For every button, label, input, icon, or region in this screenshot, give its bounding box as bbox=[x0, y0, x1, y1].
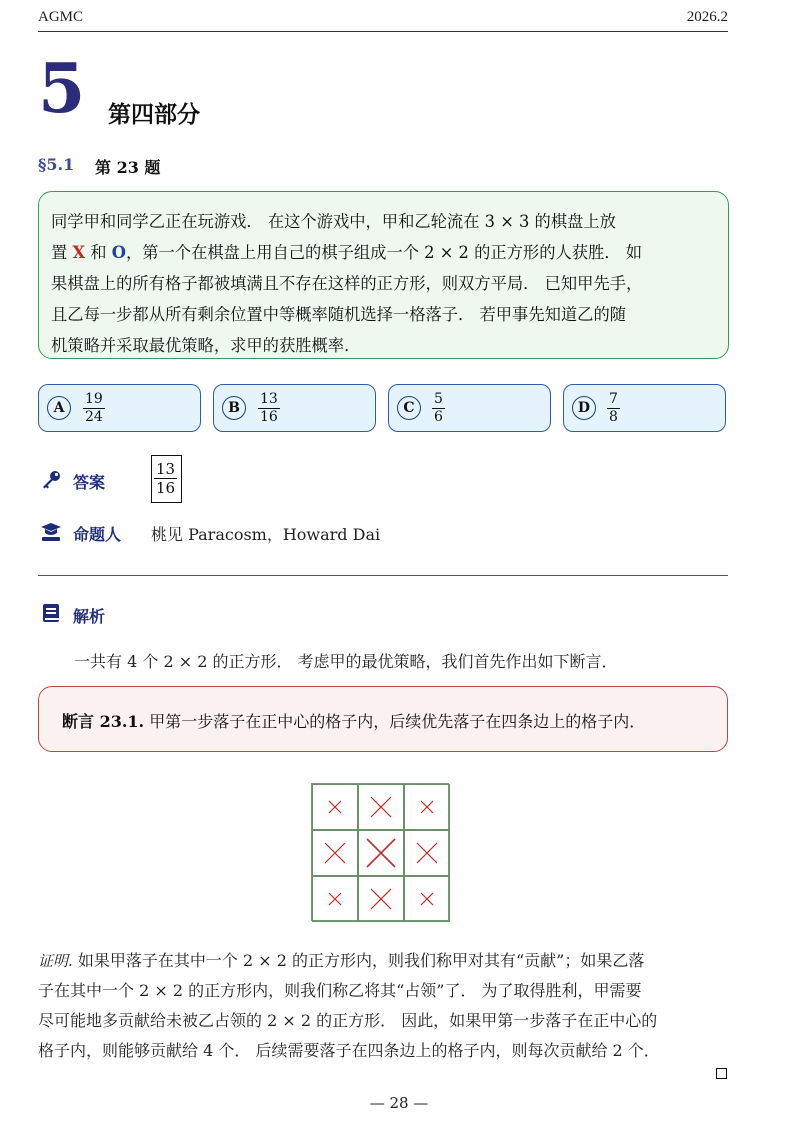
problem-text: 置 bbox=[51, 243, 73, 262]
fraction-denominator: 24 bbox=[85, 409, 103, 425]
author-label: 命题人 bbox=[73, 525, 122, 544]
chapter-number: 5 bbox=[38, 49, 86, 129]
board-cell bbox=[404, 876, 450, 922]
page-number: — 28 — bbox=[369, 1094, 429, 1112]
option-fraction bbox=[607, 391, 620, 426]
option-fraction bbox=[83, 391, 105, 426]
key-icon bbox=[40, 470, 62, 490]
problem-line bbox=[51, 237, 716, 268]
section-number: §5.1 bbox=[38, 155, 75, 174]
board-cell bbox=[404, 830, 450, 876]
solution-intro: 一共有 4 个 2 × 2 的正方形． 考虑甲的最优策略，我们首先作出如下断言． bbox=[74, 652, 618, 671]
fraction-denominator: 16 bbox=[260, 409, 278, 425]
cross-mark-icon bbox=[361, 833, 401, 873]
header-left: AGMC bbox=[38, 9, 84, 25]
assertion-box bbox=[38, 686, 728, 752]
chapter-title: 第四部分 bbox=[108, 101, 200, 128]
proof-text: 如果甲落子在其中一个 2 × 2 的正方形内，则我们称甲对其有“贡献”；如果乙落 bbox=[72, 951, 645, 970]
option-d[interactable] bbox=[563, 384, 726, 432]
problem-box bbox=[38, 191, 729, 359]
book-icon bbox=[41, 603, 61, 623]
option-fraction bbox=[258, 391, 280, 426]
option-b[interactable] bbox=[213, 384, 376, 432]
board-cell bbox=[358, 876, 404, 922]
option-label: A bbox=[47, 396, 71, 420]
fraction-denominator: 16 bbox=[156, 479, 176, 497]
fraction-numerator: 19 bbox=[85, 391, 103, 407]
cross-mark-icon bbox=[315, 879, 355, 919]
board-cell bbox=[312, 876, 358, 922]
option-fraction bbox=[432, 391, 445, 426]
cross-mark-icon bbox=[315, 787, 355, 827]
problem-text: ，第一个在棋盘上用自己的棋子组成一个 2 × 2 的正方形的人获胜． 如 bbox=[125, 243, 643, 262]
proof-line: 格子内，则能够贡献给 4 个． 后续需要落子在四条边上的格子内，则每次贡献给 2 个． bbox=[38, 1041, 660, 1060]
teacher-icon bbox=[40, 522, 62, 542]
problem-line: 且乙每一步都从所有剩余位置中等概率随机选择一格落子． 若甲事先知道乙的随 bbox=[51, 305, 627, 324]
proof-line: 尽可能地多贡献给未被乙占领的 2 × 2 的正方形． 因此，如果甲第一步落子在正中心的 bbox=[38, 1011, 658, 1030]
option-label: B bbox=[222, 396, 246, 420]
answer-box bbox=[151, 455, 182, 503]
assertion-text bbox=[62, 709, 645, 732]
section-title: 第 23 题 bbox=[95, 158, 161, 177]
fraction-denominator: 6 bbox=[434, 409, 443, 425]
section-divider bbox=[38, 575, 728, 576]
cross-mark-icon bbox=[407, 879, 447, 919]
fraction-numerator: 5 bbox=[434, 391, 443, 407]
header-right: 2026.2 bbox=[686, 9, 728, 25]
board-cell bbox=[358, 784, 404, 830]
proof-line: 子在其中一个 2 × 2 的正方形内，则我们称乙将其“占领”了． 为了取得胜利，甲需要 bbox=[38, 981, 642, 1000]
tic-tac-toe-board bbox=[311, 783, 449, 921]
proof-lead: 证明. bbox=[38, 952, 73, 970]
fraction-numerator: 13 bbox=[156, 460, 176, 478]
solution-label: 解析 bbox=[73, 607, 106, 626]
proof-block bbox=[38, 946, 728, 1066]
cross-mark-icon bbox=[315, 833, 355, 873]
problem-line: 同学甲和同学乙正在玩游戏． 在这个游戏中，甲和乙轮流在 3 × 3 的棋盘上放 bbox=[51, 212, 616, 231]
board-cell bbox=[404, 784, 450, 830]
qed-square bbox=[716, 1068, 727, 1079]
header-rule bbox=[38, 31, 728, 32]
cross-mark-icon bbox=[407, 833, 447, 873]
board-cell bbox=[312, 784, 358, 830]
proof-line bbox=[38, 946, 728, 976]
fraction-numerator: 7 bbox=[609, 391, 618, 407]
option-c[interactable] bbox=[388, 384, 551, 432]
problem-line: 果棋盘上的所有格子都被填满且不存在这样的正方形，则双方平局． 已知甲先手， bbox=[51, 274, 643, 293]
answer-label: 答案 bbox=[73, 473, 106, 492]
mark-x-label: X bbox=[72, 243, 86, 262]
board-cell bbox=[358, 830, 404, 876]
fraction-numerator: 13 bbox=[260, 391, 278, 407]
assertion-body: 甲第一步落子在正中心的格子内，后续优先落子在四条边上的格子内． bbox=[144, 712, 646, 731]
cross-mark-icon bbox=[361, 787, 401, 827]
answer-fraction bbox=[154, 460, 177, 497]
option-a[interactable] bbox=[38, 384, 201, 432]
board-cell bbox=[312, 830, 358, 876]
fraction-denominator: 8 bbox=[609, 409, 618, 425]
mark-o-label: O bbox=[111, 243, 126, 262]
cross-mark-icon bbox=[361, 879, 401, 919]
option-label: C bbox=[397, 396, 421, 420]
cross-mark-icon bbox=[407, 787, 447, 827]
problem-line: 机策略并采取最优策略，求甲的获胜概率． bbox=[51, 336, 361, 355]
author-names: 桃见 Paracosm，Howard Dai bbox=[151, 525, 381, 544]
option-label: D bbox=[572, 396, 596, 420]
problem-text: 和 bbox=[85, 243, 112, 262]
assertion-title: 断言 23.1. bbox=[62, 712, 145, 731]
